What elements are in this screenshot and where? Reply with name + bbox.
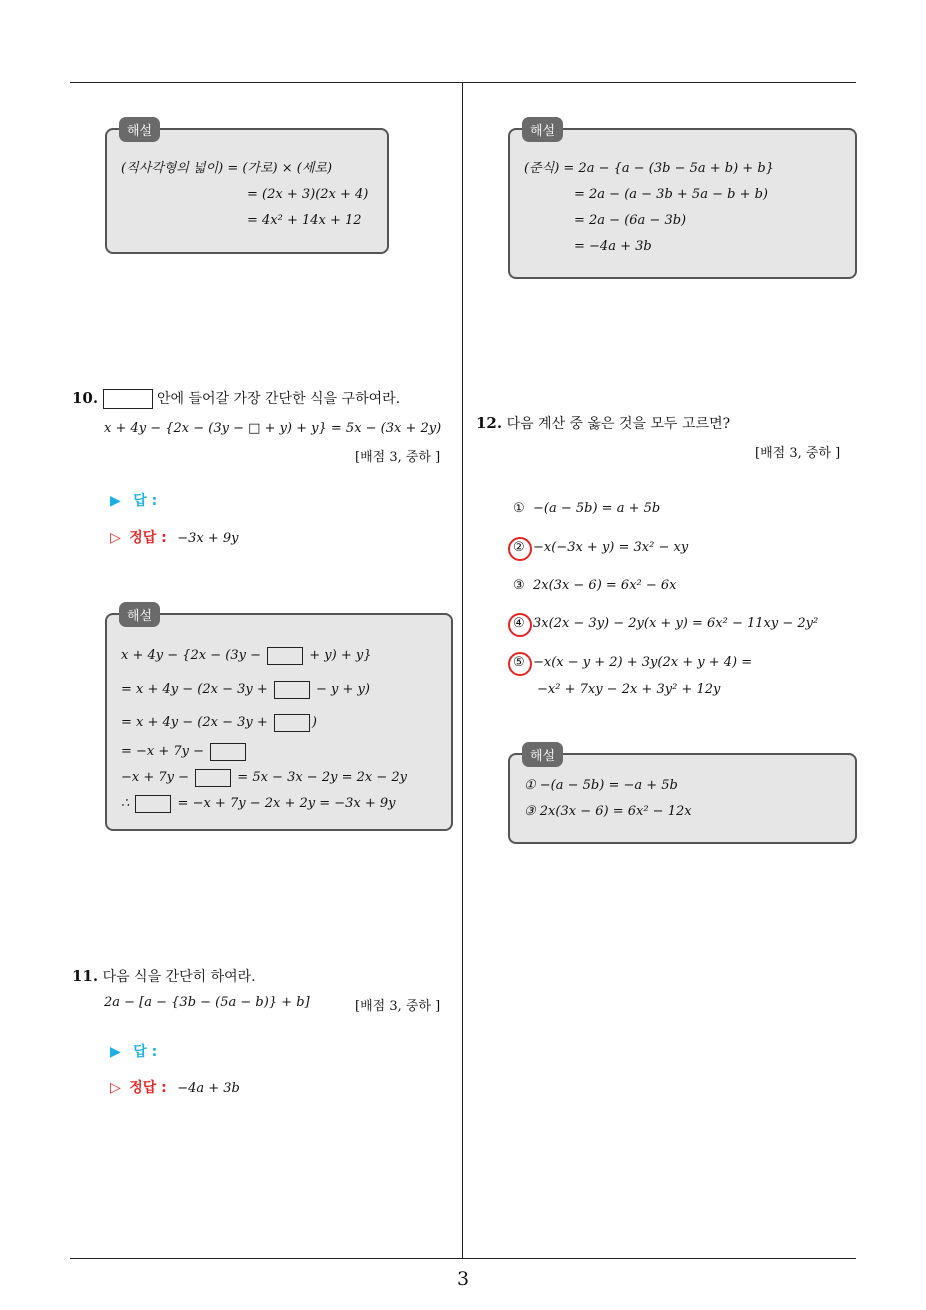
correct-label: 정답 : bbox=[129, 1080, 167, 1096]
play-arrow-icon: ▶ bbox=[110, 493, 121, 509]
solution-line: = −x + 7y − bbox=[121, 739, 437, 765]
choice-3[interactable]: ③ 2x(3x − 6) = 6x² − 6x bbox=[513, 578, 677, 593]
choice-5[interactable]: ⑤ −x(x − y + 2) + 3y(2x + y + 4) = bbox=[513, 655, 753, 670]
page-number: 3 bbox=[456, 1268, 470, 1290]
solution-tag: 해설 bbox=[522, 117, 563, 142]
answer-label: 답 : bbox=[133, 1044, 158, 1060]
question-number: 11. bbox=[72, 967, 99, 985]
solution-line: ∴ = −x + 7y − 2x + 2y = −3x + 9y bbox=[121, 796, 396, 811]
solution-line: ① −(a − 5b) = −a + 5b bbox=[524, 778, 678, 793]
question-12 bbox=[476, 413, 730, 433]
solution-line: (직사각형의 넓이) = (가로) × (세로) bbox=[121, 161, 333, 176]
question-number: 10. bbox=[72, 389, 99, 407]
solution-line: −x + 7y − = 5x − 3x − 2y = 2x − 2y bbox=[121, 770, 407, 785]
question-10-meta: [배점 3, 중하 ] bbox=[355, 450, 441, 465]
question-11 bbox=[72, 966, 256, 986]
solution-tag: 해설 bbox=[522, 742, 563, 767]
solution-box-12 bbox=[508, 749, 857, 844]
solution-line: = 2a − (a − 3b + 5a − b + b) bbox=[574, 187, 768, 202]
solution-line: = −4a + 3b bbox=[574, 239, 652, 254]
question-number: 12. bbox=[476, 414, 503, 432]
answer-row-11 bbox=[110, 1041, 157, 1061]
question-12-meta: [배점 3, 중하 ] bbox=[755, 446, 841, 461]
correct-answer-row-11 bbox=[110, 1077, 240, 1097]
question-10-expression: x + 4y − {2x − (3y − □ + y) + y} = 5x − (3x + 2y) bbox=[104, 421, 442, 436]
solution-line: = (2x + 3)(2x + 4) bbox=[247, 187, 369, 202]
question-11-meta: [배점 3, 중하 ] bbox=[355, 999, 441, 1014]
solution-box-11 bbox=[508, 124, 857, 279]
top-rule bbox=[70, 82, 856, 83]
question-text: 다음 식을 간단히 하여라. bbox=[102, 969, 256, 985]
outline-arrow-icon: ▷ bbox=[110, 530, 121, 546]
column-divider bbox=[462, 83, 463, 1259]
play-arrow-icon: ▶ bbox=[110, 1044, 121, 1060]
solution-box-10 bbox=[105, 609, 453, 831]
solution-line: = x + 4y − (2x − 3y + − y + y) bbox=[121, 682, 370, 697]
solution-tag: 해설 bbox=[119, 117, 160, 142]
answer-row-10 bbox=[110, 490, 157, 510]
solution-line: = x + 4y − (2x − 3y + ) bbox=[121, 715, 317, 730]
choice-5-continued: −x² + 7xy − 2x + 3y² + 12y bbox=[537, 682, 721, 697]
answer-blank bbox=[103, 389, 153, 409]
correct-answer-row-10 bbox=[110, 527, 239, 547]
solution-line: x + 4y − {2x − (3y − + y) + y} bbox=[121, 648, 372, 663]
question-11-expression: 2a − [a − {3b − (5a − b)} + b] bbox=[104, 995, 310, 1010]
solution-line: ③ 2x(3x − 6) = 6x² − 12x bbox=[524, 804, 692, 819]
question-text: 다음 계산 중 옳은 것을 모두 고르면? bbox=[506, 416, 731, 432]
correct-value: −3x + 9y bbox=[177, 531, 239, 546]
answer-label: 답 : bbox=[133, 493, 158, 509]
solution-box-9 bbox=[105, 124, 389, 254]
choice-2[interactable]: ② −x(−3x + y) = 3x² − xy bbox=[513, 540, 689, 555]
question-text: 안에 들어갈 가장 간단한 식을 구하여라. bbox=[157, 391, 401, 407]
outline-arrow-icon: ▷ bbox=[110, 1080, 121, 1096]
question-10 bbox=[72, 388, 400, 409]
solution-tag: 해설 bbox=[119, 602, 160, 627]
bottom-rule bbox=[70, 1258, 856, 1259]
choice-1[interactable]: ① −(a − 5b) = a + 5b bbox=[513, 501, 661, 516]
solution-line: = 4x² + 14x + 12 bbox=[247, 213, 362, 228]
correct-label: 정답 : bbox=[129, 530, 167, 546]
choice-4[interactable]: ④ 3x(2x − 3y) − 2y(x + y) = 6x² − 11xy − 2y² bbox=[513, 616, 819, 631]
solution-line: = 2a − (6a − 3b) bbox=[574, 213, 687, 228]
solution-line: (준식) = 2a − {a − (3b − 5a + b) + b} bbox=[524, 161, 774, 176]
correct-value: −4a + 3b bbox=[177, 1081, 240, 1096]
